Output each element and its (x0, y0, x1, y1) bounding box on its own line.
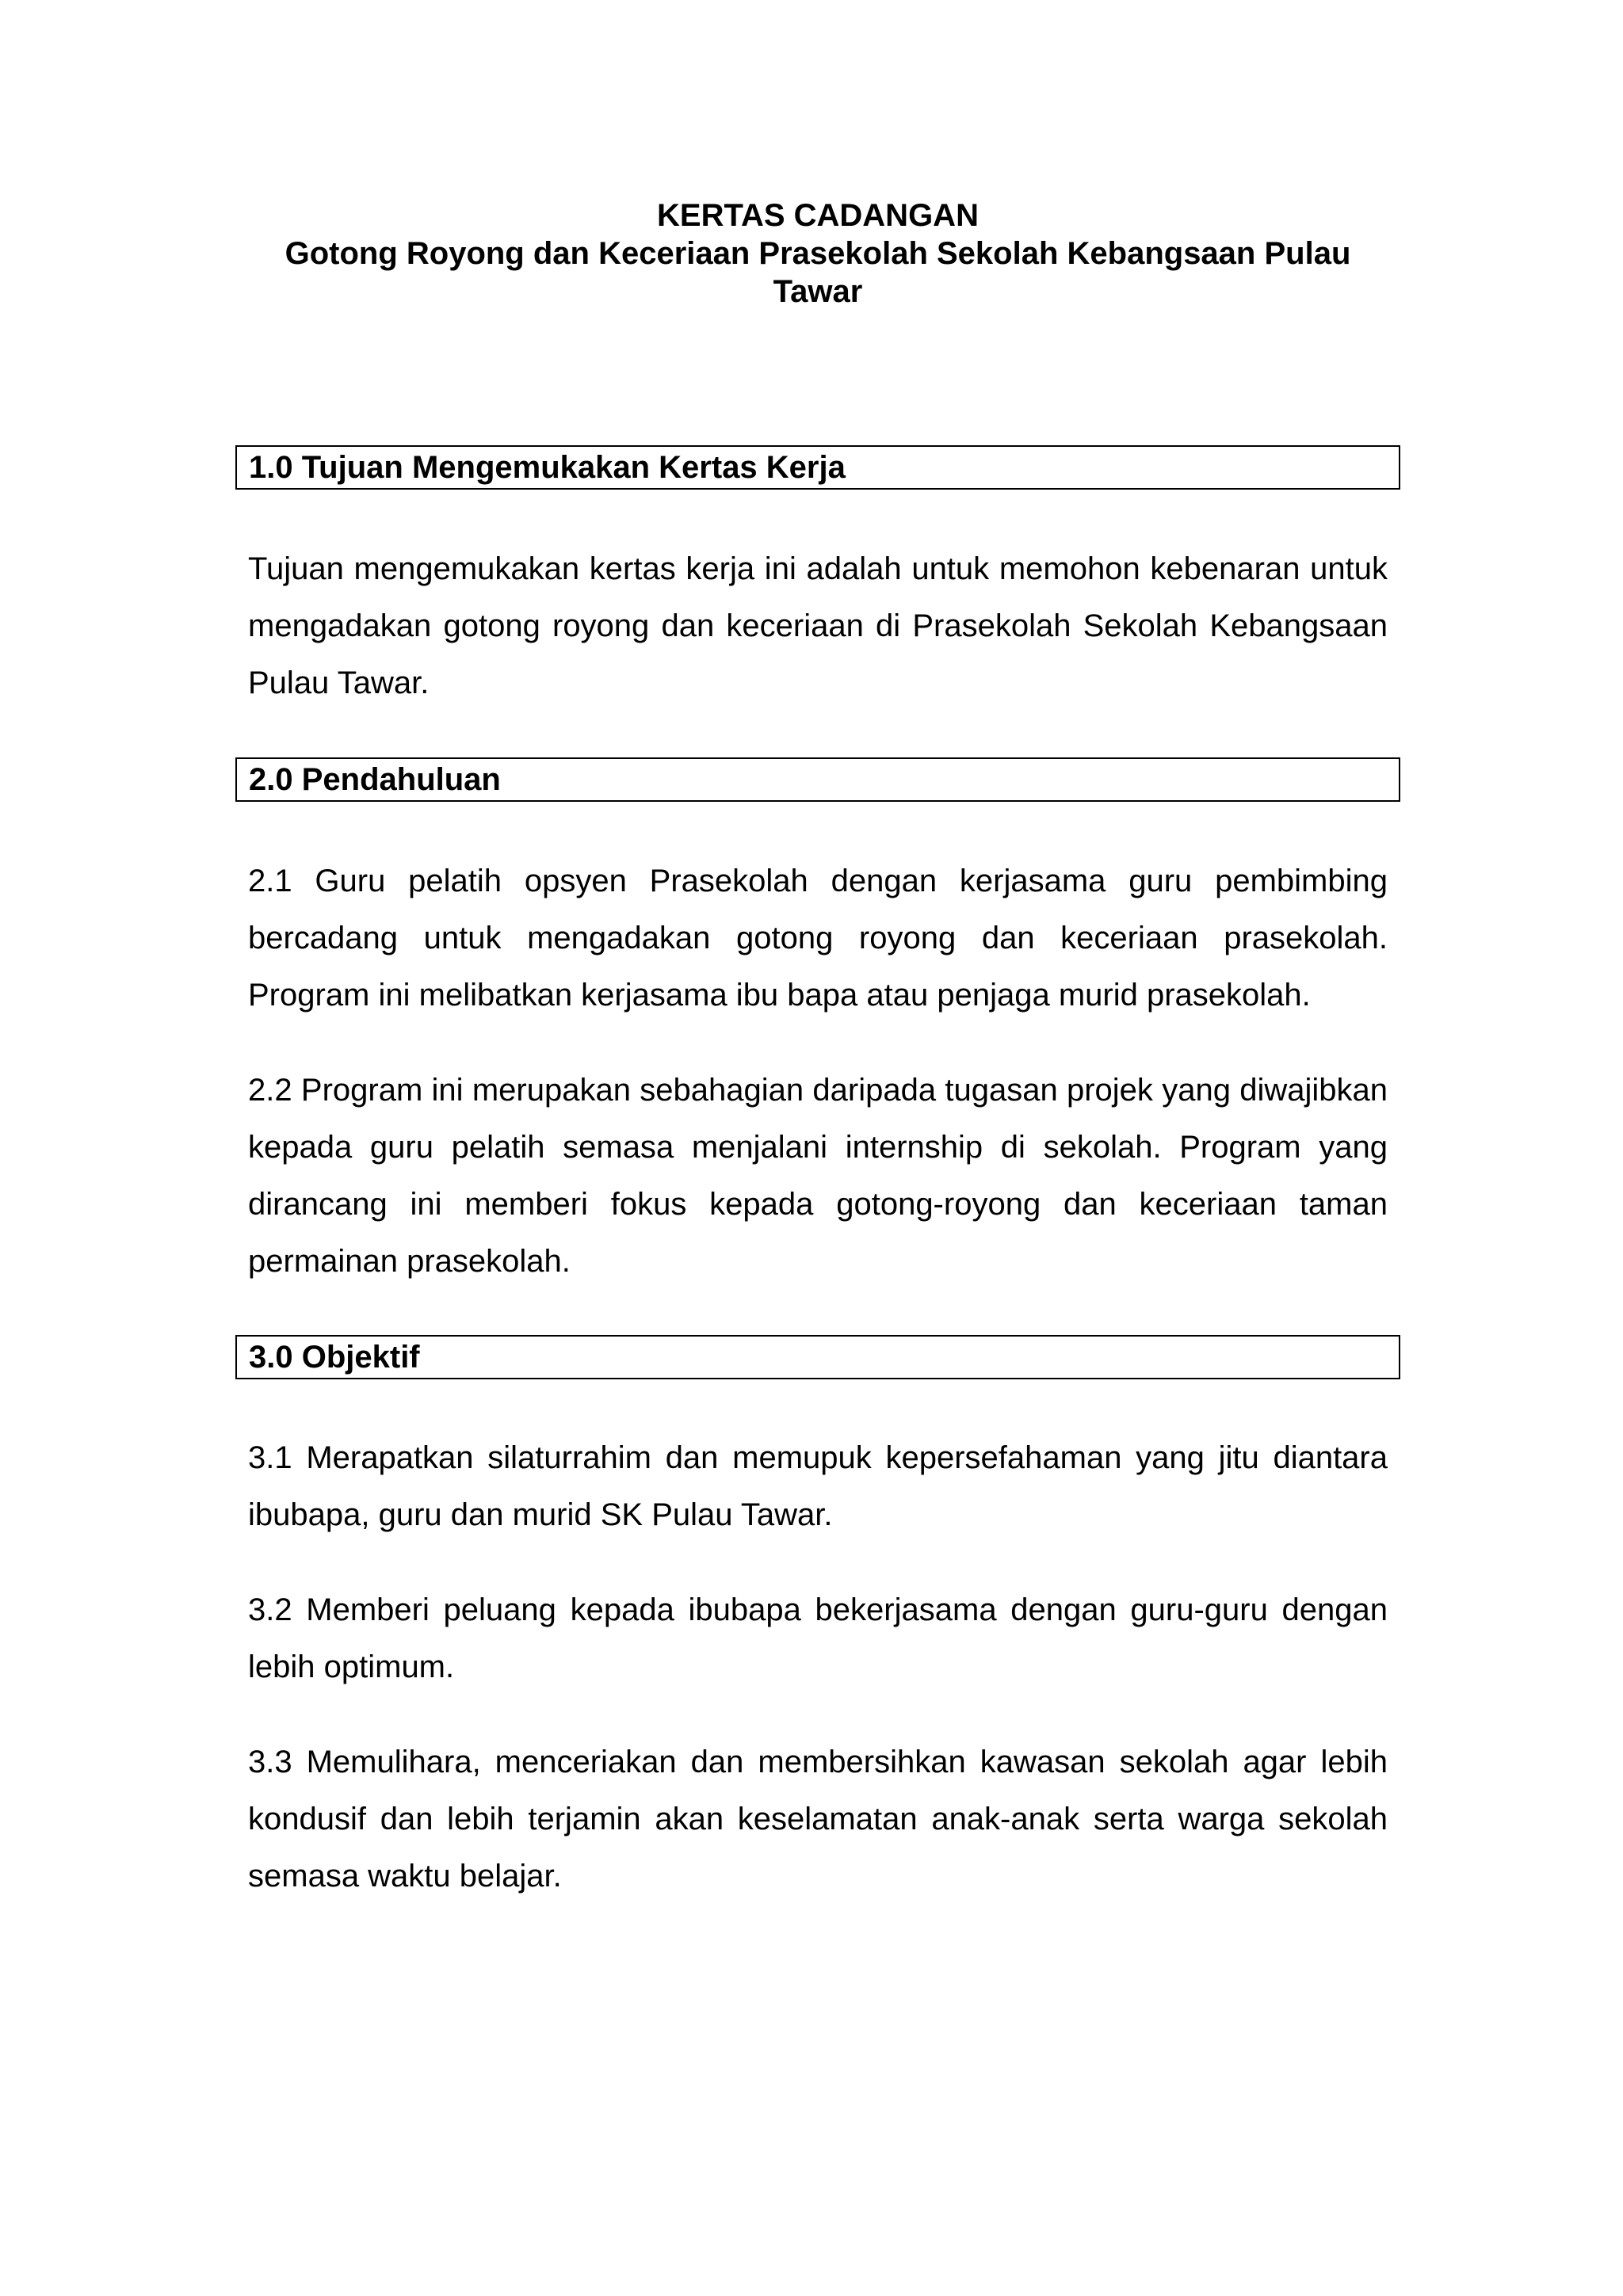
section-heading-tujuan: 1.0 Tujuan Mengemukakan Kertas Kerja (235, 445, 1400, 490)
document-title-line-2: Tawar (773, 274, 863, 309)
document-title-line-1: Gotong Royong dan Keceriaan Prasekolah Sekolah Kebangsaan Pulau (285, 236, 1351, 271)
paragraph-3-2: 3.2 Memberi peluang kepada ibubapa bekerjasama dengan guru-guru dengan lebih optimum. (248, 1592, 1388, 1684)
paragraph-2-1: 2.1 Guru pelatih opsyen Prasekolah dengan kerjasama guru pembimbing bercadang untuk mengadakan gotong royong dan keceriaan prasekolah. Program ini melibatkan kerjasama ibu bapa atau penjaga murid prasekolah. (248, 864, 1388, 1013)
document-kicker: KERTAS CADANGAN (657, 198, 979, 233)
section-heading-objektif: 3.0 Objektif (235, 1335, 1400, 1379)
paragraph-2-2: 2.2 Program ini merupakan sebahagian daripada tugasan projek yang diwajibkan kepada guru pelatih semasa menjalani internship di sekolah. Program yang dirancang ini memberi fokus kepada gotong-royong dan keceriaan taman permainan prasekolah. (248, 1073, 1388, 1279)
document-title-block (235, 196, 1400, 311)
section-heading-pendahuluan: 2.0 Pendahuluan (235, 757, 1400, 802)
paragraph-3-1: 3.1 Merapatkan silaturrahim dan memupuk kepersefahaman yang jitu diantara ibubapa, guru dan murid SK Pulau Tawar. (248, 1440, 1388, 1532)
paragraph-3-3: 3.3 Memulihara, menceriakan dan membersihkan kawasan sekolah agar lebih kondusif dan lebih terjamin akan keselamatan anak-anak serta warga sekolah semasa waktu belajar. (248, 1745, 1388, 1894)
paragraph-tujuan: Tujuan mengemukakan kertas kerja ini adalah untuk memohon kebenaran untuk mengadakan gotong royong dan keceriaan di Prasekolah Sekolah Kebangsaan Pulau Tawar. (248, 551, 1388, 700)
